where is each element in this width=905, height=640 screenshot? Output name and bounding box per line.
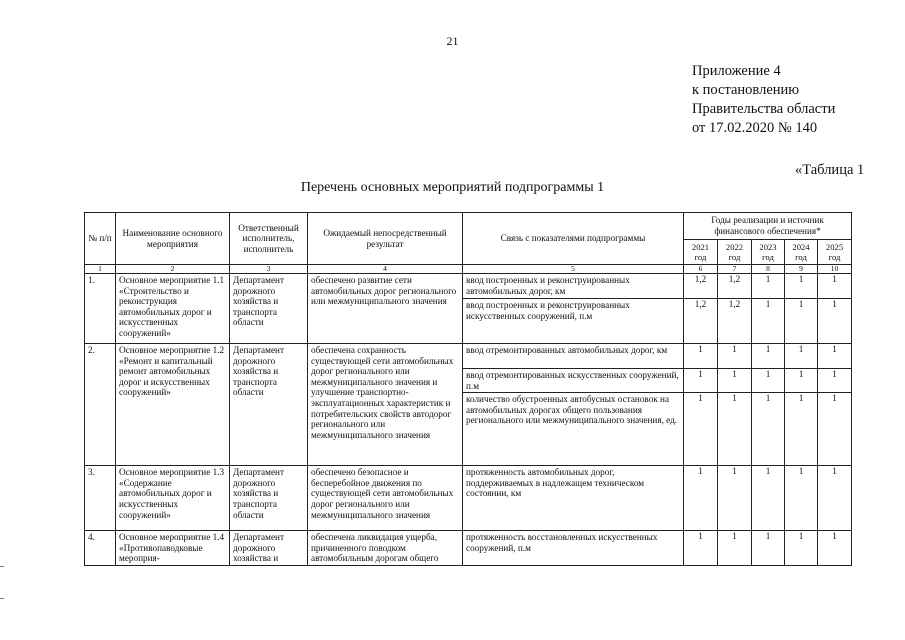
indicator-value: 1 — [718, 466, 752, 531]
header-executor: Ответственный исполнитель, исполнитель — [230, 213, 308, 265]
indicator-value: 1 — [818, 344, 852, 369]
header-year: 2023 год — [752, 240, 785, 265]
measure-executor: Департамент дорожного хозяйства и транспорта области — [230, 274, 308, 344]
indicator-value: 1 — [818, 369, 852, 393]
header-year: 2024 год — [785, 240, 818, 265]
indicator-text: ввод отремонтированных искусственных сооружений, п.м — [463, 369, 684, 393]
indicator-value: 1 — [684, 393, 718, 466]
table-row — [85, 466, 852, 531]
column-index: 8 — [752, 265, 785, 274]
row-number: 4. — [85, 531, 116, 566]
indicator-value: 1 — [718, 344, 752, 369]
indicator-value: 1,2 — [684, 274, 718, 299]
indicator-value: 1 — [785, 393, 818, 466]
row-number: 3. — [85, 466, 116, 531]
appendix-line: Приложение 4 — [692, 63, 781, 79]
indicator-value: 1 — [718, 393, 752, 466]
indicator-text: количество обустроенных автобусных остановок на автомобильных дорогах общего пользования регионального или межмуниципального значения, ед. — [463, 393, 684, 466]
measure-result: обеспечена ликвидация ущерба, причиненного поводком автомобильным дорогам общего — [308, 531, 463, 566]
indicator-value: 1 — [818, 299, 852, 344]
header-num: № п/п — [85, 213, 116, 265]
indicator-value: 1 — [785, 466, 818, 531]
column-index: 1 — [85, 265, 116, 274]
indicator-value: 1 — [752, 344, 785, 369]
indicator-value: 1 — [785, 531, 818, 566]
indicator-value: 1 — [718, 369, 752, 393]
header-year: 2022 год — [718, 240, 752, 265]
indicator-value: 1,2 — [684, 299, 718, 344]
indicator-text: протяженность восстановленных искусственных сооружений, п.м — [463, 531, 684, 566]
indicator-value: 1,2 — [718, 274, 752, 299]
measure-name: Основное мероприятие 1.4 «Противопаводковые мероприя- — [116, 531, 230, 566]
page-number: 21 — [446, 34, 459, 48]
row-number: 1. — [85, 274, 116, 344]
scan-mark — [0, 566, 4, 567]
appendix-line: от 17.02.2020 № 140 — [692, 120, 818, 136]
measure-name: Основное мероприятие 1.2 «Ремонт и капитальный ремонт автомобильных дорог и искусственных сооружений» — [116, 344, 230, 466]
indicator-value: 1 — [752, 393, 785, 466]
indicator-value: 1 — [684, 369, 718, 393]
appendix-line: к постановлению — [692, 82, 800, 98]
indicator-value: 1 — [752, 531, 785, 566]
row-number: 2. — [85, 344, 116, 466]
indicator-value: 1 — [785, 369, 818, 393]
indicator-value: 1 — [718, 531, 752, 566]
table-row — [85, 344, 852, 369]
header-indicators: Связь с показателями подпрограммы — [463, 213, 684, 265]
column-index: 2 — [116, 265, 230, 274]
measure-result: обеспечено безопасное и бесперебойное движения по существующей сети автомобильных дорог регионального или межмуниципального значения — [308, 466, 463, 531]
indicator-text: ввод построенных и реконструированных искусственных сооружений, п.м — [463, 299, 684, 344]
measure-result: обеспечено развитие сети автомобильных дорог регионального или межмуниципального значения — [308, 274, 463, 344]
table-row — [85, 274, 852, 299]
indicator-value: 1 — [752, 299, 785, 344]
indicator-value: 1,2 — [718, 299, 752, 344]
indicator-value: 1 — [752, 466, 785, 531]
measure-executor: Департамент дорожного хозяйства и транспорта области — [230, 466, 308, 531]
column-index: 10 — [818, 265, 852, 274]
measure-result: обеспечена сохранность существующей сети автомобильных дорог регионального или межмуниципального значения и улучшение транспортно-эксплуатационных характеристик и потребительских свойств автодорог регионального или межмуниципального значения — [308, 344, 463, 466]
indicator-value: 1 — [818, 531, 852, 566]
measure-executor: Департамент дорожного хозяйства и транспорта области — [230, 344, 308, 466]
column-index: 7 — [718, 265, 752, 274]
indicator-value: 1 — [818, 393, 852, 466]
column-index: 9 — [785, 265, 818, 274]
header-name: Наименование основного мероприятия — [116, 213, 230, 265]
indicator-text: ввод построенных и реконструированных автомобильных дорог, км — [463, 274, 684, 299]
scan-mark — [0, 598, 4, 599]
table-row — [85, 531, 852, 566]
indicator-value: 1 — [684, 344, 718, 369]
measure-name: Основное мероприятие 1.1 «Строительство и реконструкция автомобильных дорог и искусственных сооружений» — [116, 274, 230, 344]
header-result: Ожидаемый непосредственный результат — [308, 213, 463, 265]
indicator-value: 1 — [752, 274, 785, 299]
indicator-value: 1 — [785, 299, 818, 344]
header-year: 2025 год — [818, 240, 852, 265]
header-years-group: Годы реализации и источник финансового обеспечения* — [684, 213, 852, 240]
appendix-line: Правительства области — [692, 101, 836, 117]
column-index: 5 — [463, 265, 684, 274]
indicator-value: 1 — [785, 344, 818, 369]
column-index: 6 — [684, 265, 718, 274]
measures-table — [84, 212, 852, 566]
column-index: 3 — [230, 265, 308, 274]
column-index: 4 — [308, 265, 463, 274]
indicator-value: 1 — [818, 466, 852, 531]
indicator-value: 1 — [785, 274, 818, 299]
indicator-value: 1 — [752, 369, 785, 393]
indicator-value: 1 — [684, 466, 718, 531]
appendix-reference — [692, 62, 835, 138]
document-title: Перечень основных мероприятий подпрограммы 1 — [300, 180, 605, 195]
measure-executor: Департамент дорожного хозяйства и — [230, 531, 308, 566]
indicator-text: ввод отремонтированных автомобильных дорог, км — [463, 344, 684, 369]
header-year: 2021 год — [684, 240, 718, 265]
indicator-value: 1 — [818, 274, 852, 299]
table-label: «Таблица 1 — [795, 162, 865, 178]
indicator-text: протяженность автомобильных дорог, поддерживаемых в надлежащем техническом состоянии, км — [463, 466, 684, 531]
measure-name: Основное мероприятие 1.3 «Содержание автомобильных дорог и искусственных сооружений» — [116, 466, 230, 531]
indicator-value: 1 — [684, 531, 718, 566]
